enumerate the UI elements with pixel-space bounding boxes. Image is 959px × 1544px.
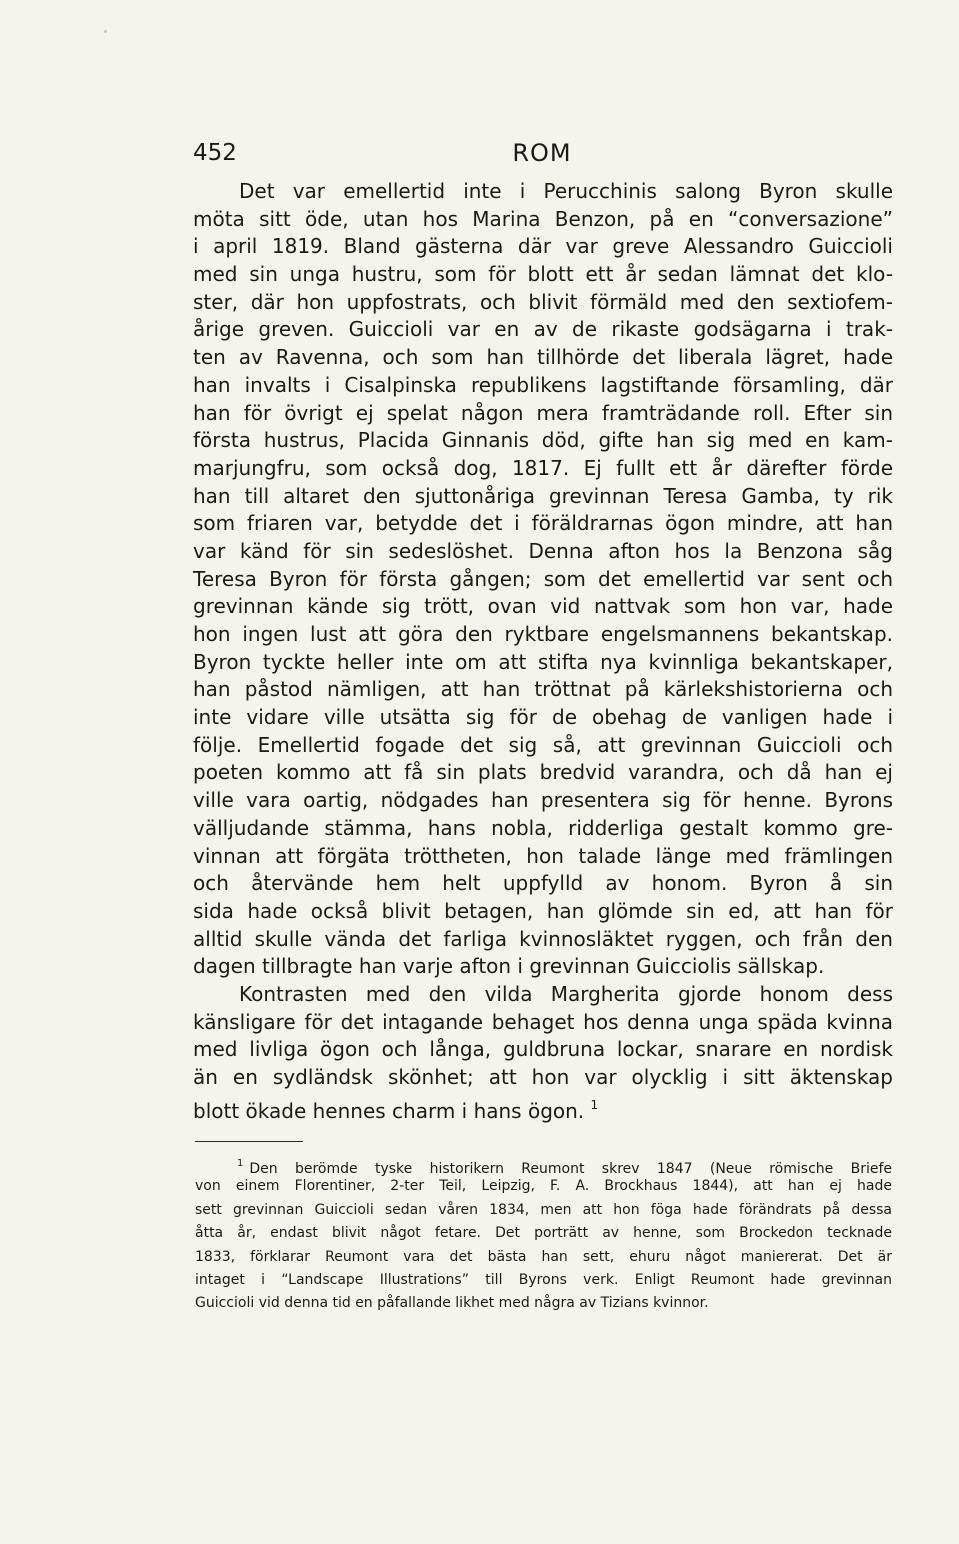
text-line: med sin unga hustru, som för blott ett år sedan lämnat det klo- bbox=[193, 262, 893, 287]
text-line: marjungfru, som också dog, 1817. Ej fullt ett år därefter förde bbox=[193, 455, 893, 480]
text-line: med livliga ögon och långa, guldbruna lockar, snarare en nordisk bbox=[193, 1037, 893, 1062]
text-line bbox=[193, 1092, 893, 1123]
text-line: ten av Ravenna, och som han tillhörde det liberala lägret, hade bbox=[193, 345, 893, 370]
text-line: än en sydländsk skönhet; att hon var olycklig i sitt äktenskap bbox=[193, 1065, 893, 1089]
footnote-line: åtta år, endast blivit något fetare. Det porträtt av henne, som Brockedon tecknade bbox=[195, 1225, 892, 1242]
text-line: alltid skulle vända det farliga kvinnosläktet ryggen, och från den bbox=[193, 926, 893, 951]
footnote-reference: 1 bbox=[590, 1097, 599, 1112]
footnote-line: 1833, förklarar Reumont vara det bästa han sett, ehuru något maniererat. Det är bbox=[195, 1248, 892, 1265]
text-line: poeten kommo att få sin plats bredvid varandra, och då han ej bbox=[193, 760, 893, 785]
text-line: följe. Emellertid fogade det sig så, att grevinnan Guiccioli och bbox=[193, 732, 893, 757]
text-line: han påstod nämligen, att han tröttnat på kärlekshistorierna och bbox=[193, 677, 893, 702]
text-line-content: blott ökade hennes charm i hans ögon. bbox=[193, 1098, 585, 1123]
text-line: Det var emellertid inte i Perucchinis salong Byron skulle bbox=[239, 179, 893, 203]
footnote-marker: 1 bbox=[237, 1158, 244, 1169]
text-line: och återvände hem helt uppfylld av honom. Byron å sin bbox=[193, 871, 893, 896]
footnote bbox=[195, 1152, 892, 1316]
text-line: årige greven. Guiccioli var en av de rikaste godsägarna i trak- bbox=[193, 317, 893, 342]
footnote-line: von einem Florentiner, 2-ter Teil, Leipzig, F. A. Brockhaus 1844), att han ej hade bbox=[195, 1178, 892, 1195]
text-line: Teresa Byron för första gången; som det emellertid var sent och bbox=[193, 566, 893, 591]
text-line: sida hade också blivit betagen, han glömde sin ed, att han för bbox=[193, 898, 893, 923]
footnote-line-content: Den berömde tyske historikern Reumont skrev 1847 (Neue römische Briefe bbox=[249, 1161, 892, 1177]
page-header bbox=[193, 136, 891, 170]
text-line: välljudande stämma, hans nobla, ridderliga gestalt kommo gre- bbox=[193, 815, 893, 840]
text-line: han invalts i Cisalpinska republikens lagstiftande församling, där bbox=[193, 372, 893, 397]
text-line: ville vara oartig, nödgades han presentera sig för henne. Byrons bbox=[193, 788, 893, 813]
text-line: han för övrigt ej spelat någon mera framträdande roll. Efter sin bbox=[193, 400, 893, 425]
text-line: i april 1819. Bland gästerna där var greve Alessandro Guiccioli bbox=[193, 234, 893, 259]
text-line: ster, där hon uppfostrats, och blivit förmäld med den sextiofem- bbox=[193, 289, 893, 314]
paper-speck bbox=[104, 30, 107, 33]
footnote-line: intaget i “Landscape Illustrations” till Byrons verk. Enligt Reumont hade grevinnan bbox=[195, 1271, 892, 1288]
text-line: som friaren var, betydde det i föräldrarnas ögon mindre, att han bbox=[193, 511, 893, 536]
footnote-divider bbox=[195, 1141, 303, 1142]
text-line: Byron tyckte heller inte om att stifta nya kvinnliga bekantskaper, bbox=[193, 649, 893, 674]
footnote-line: sett grevinnan Guiccioli sedan våren 1834, men att hon föga hade förändrats på dessa bbox=[195, 1201, 892, 1218]
text-line: hon ingen lust att göra den ryktbare engelsmannens bekantskap. bbox=[193, 622, 893, 646]
body-text bbox=[193, 178, 893, 1123]
text-line: Kontrasten med den vilda Margherita gjorde honom dess bbox=[239, 981, 893, 1006]
text-line: han till altaret den sjuttonåriga grevinnan Teresa Gamba, ty rik bbox=[193, 483, 893, 508]
text-line: inte vidare ville utsätta sig för de obehag de vanligen hade i bbox=[193, 705, 893, 730]
page-number: 452 bbox=[193, 140, 237, 166]
text-line: var känd för sin sedeslöshet. Denna afton hos la Benzona såg bbox=[193, 538, 893, 563]
text-line: vinnan att förgäta tröttheten, hon talade länge med främlingen bbox=[193, 843, 893, 868]
text-line: känsligare för det intagande behaget hos denna unga späda kvinna bbox=[193, 1009, 893, 1034]
text-line: grevinnan kände sig trött, ovan vid nattvak som hon var, hade bbox=[193, 594, 893, 619]
text-line: möta sitt öde, utan hos Marina Benzon, på en “conversazione” bbox=[193, 206, 893, 231]
footnote-line bbox=[195, 1152, 892, 1175]
text-line: dagen tillbragte han varje afton i grevinnan Guicciolis sällskap. bbox=[193, 954, 825, 979]
footnote-line: Guiccioli vid denna tid en påfallande likhet med några av Tizians kvinnor. bbox=[195, 1295, 709, 1312]
running-head: ROM bbox=[512, 139, 572, 167]
text-line: första hustrus, Placida Ginnanis död, gifte han sig med en kam- bbox=[193, 428, 893, 453]
